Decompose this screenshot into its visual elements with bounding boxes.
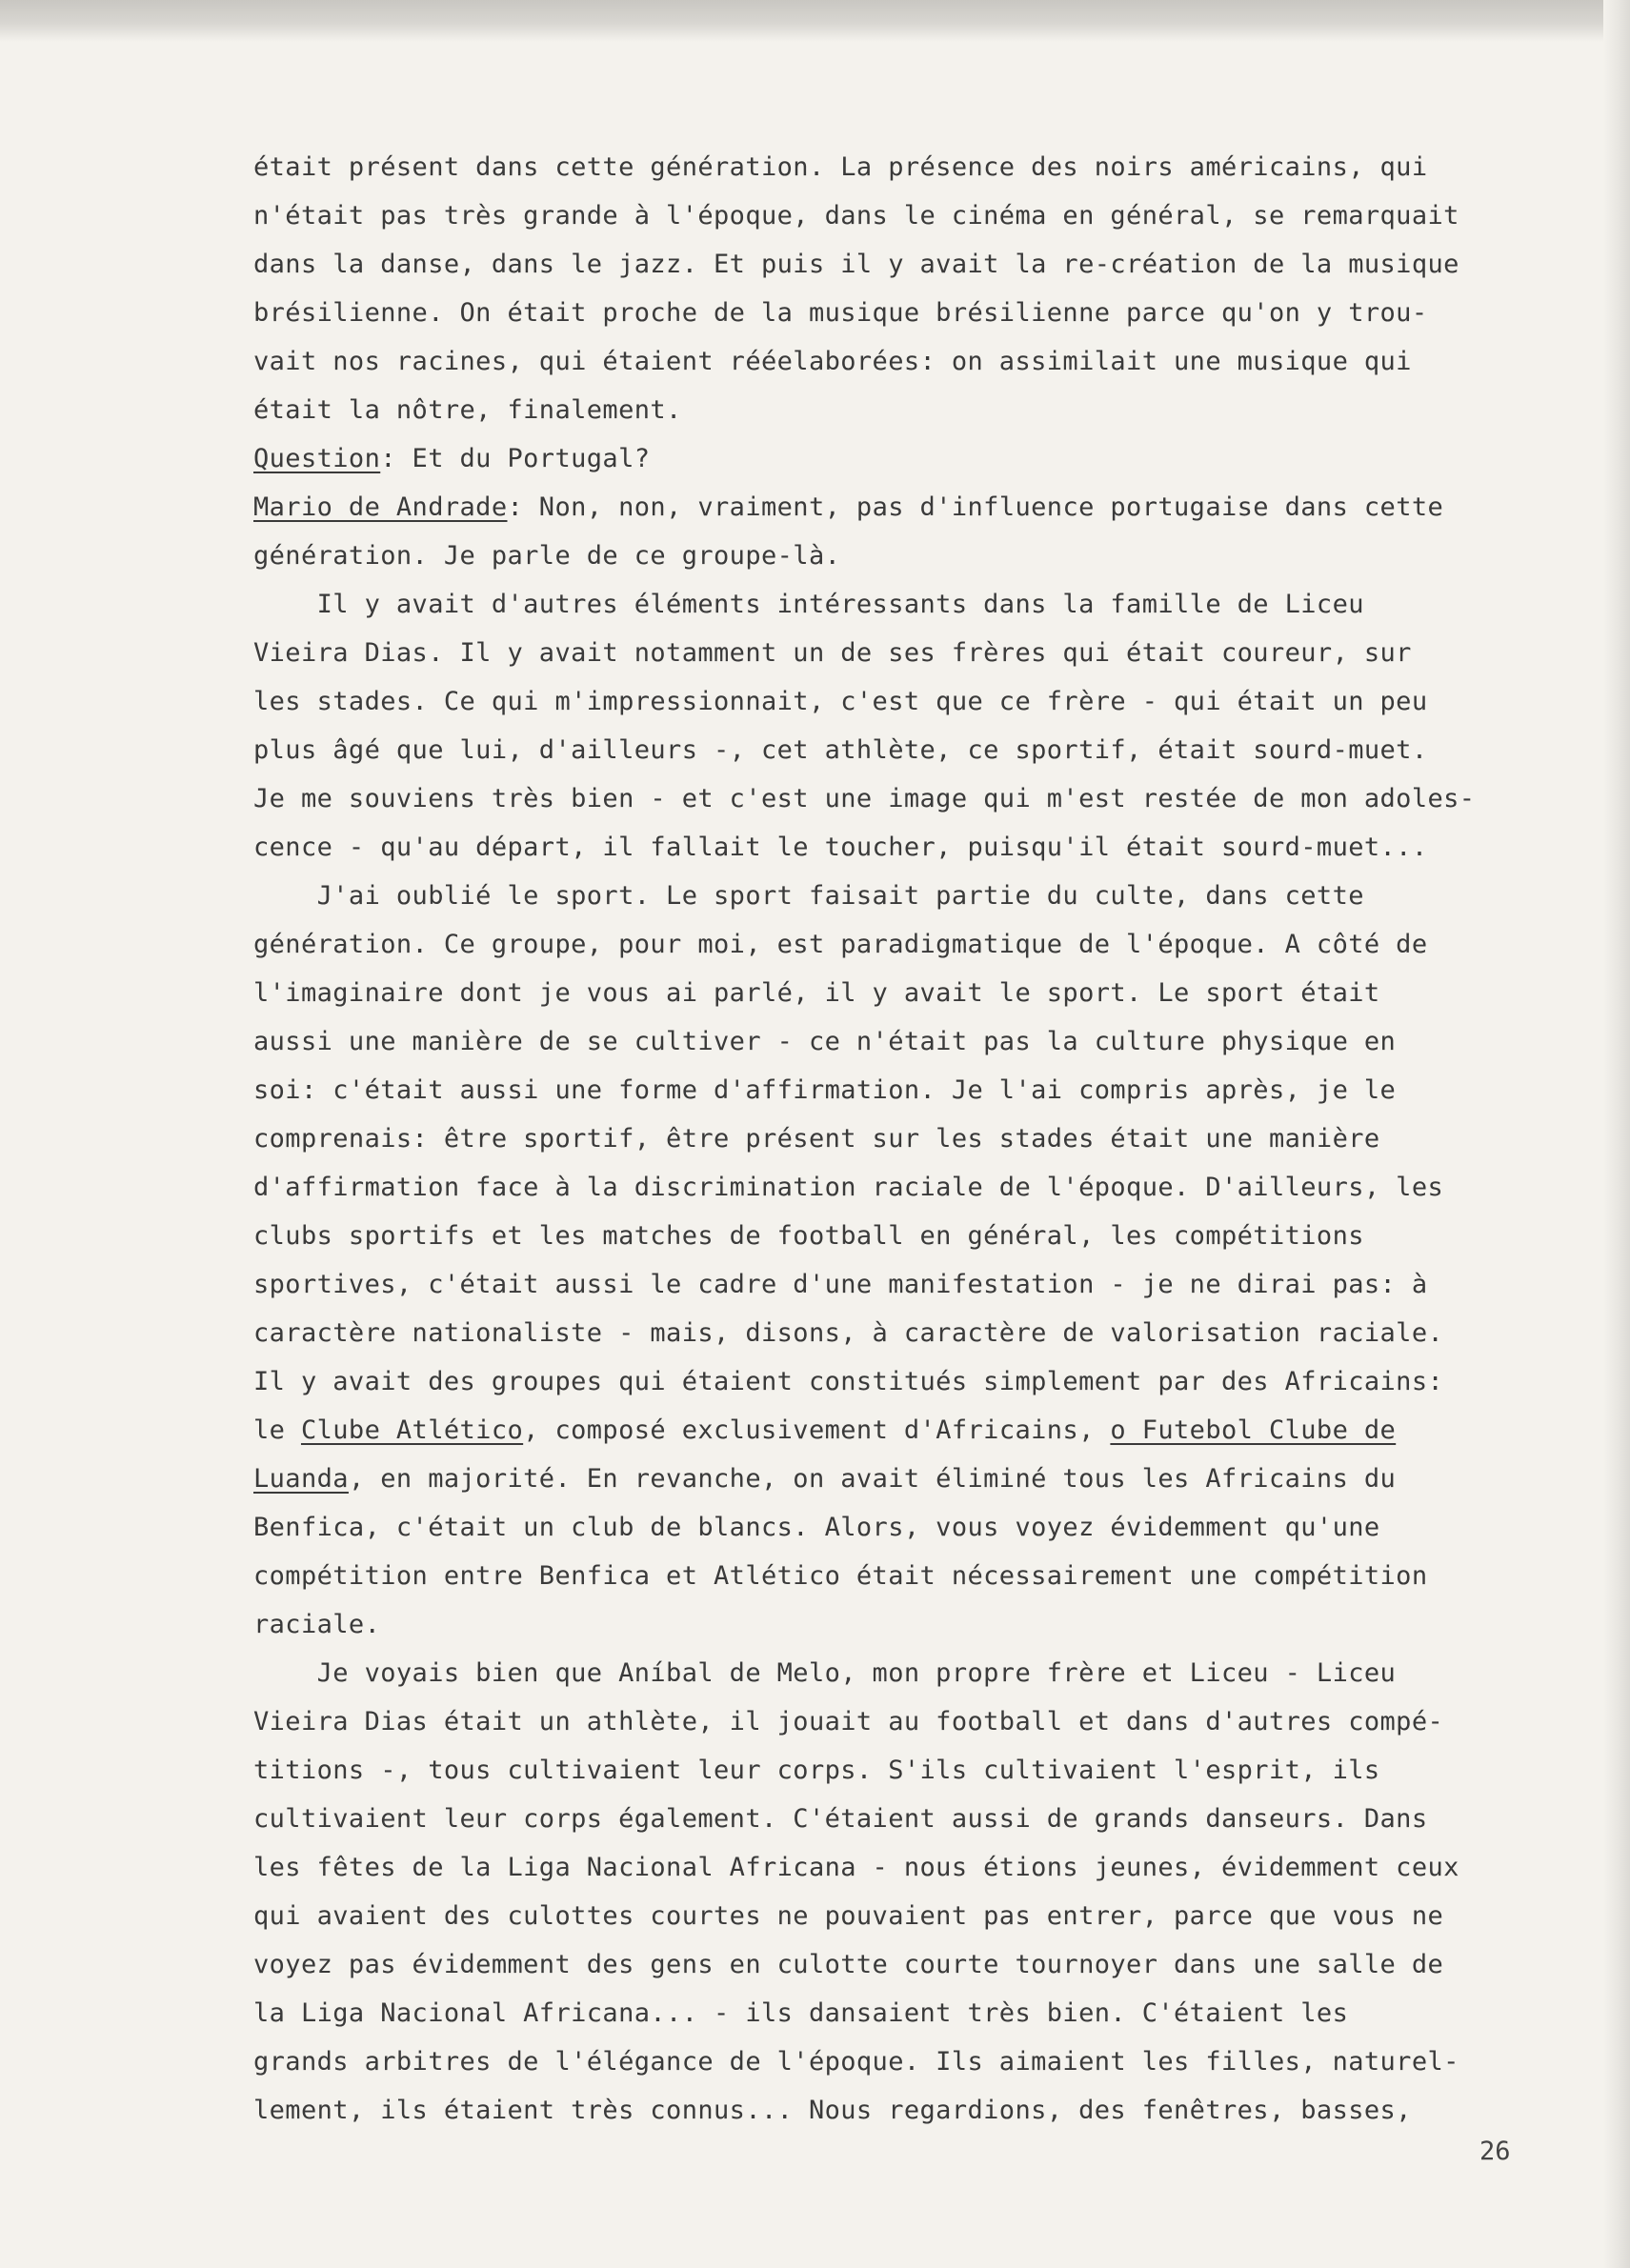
- text-line: Vieira Dias. Il y avait notamment un de ses frères qui était coureur, sur: [253, 638, 1412, 668]
- question-text: : Et du Portugal?: [380, 444, 651, 473]
- text-line: plus âgé que lui, d'ailleurs -, cet athlète, ce sportif, était sourd-muet.: [253, 735, 1428, 765]
- text-line: vait nos racines, qui étaient rééelaborées: on assimilait une musique qui: [253, 347, 1412, 376]
- text-line: les fêtes de la Liga Nacional Africana - nous étions jeunes, évidemment ceux: [253, 1853, 1459, 1882]
- text-line: la Liga Nacional Africana... - ils dansaient très bien. C'étaient les: [253, 1998, 1349, 2028]
- question-speaker: Question: [253, 444, 381, 473]
- text-line: grands arbitres de l'élégance de l'époque. Ils aimaient les filles, naturel-: [253, 2047, 1459, 2077]
- text-line: voyez pas évidemment des gens en culotte courte tournoyer dans une salle de: [253, 1950, 1444, 1979]
- question-line: [253, 434, 1530, 483]
- text-line: titions -, tous cultivaient leur corps. S'ils cultivaient l'esprit, ils: [253, 1756, 1380, 1785]
- text-line: clubs sportifs et les matches de football en général, les compétitions: [253, 1221, 1364, 1251]
- text-line: d'affirmation face à la discrimination raciale de l'époque. D'ailleurs, les: [253, 1173, 1444, 1202]
- page-body-text: [253, 143, 1530, 2135]
- clubs-middle: , composé exclusivement d'Africains,: [523, 1415, 1111, 1445]
- text-line: Il y avait des groupes qui étaient constitués simplement par des Africains:: [253, 1367, 1444, 1396]
- text-line: cultivaient leur corps également. C'étaient aussi de grands danseurs. Dans: [253, 1804, 1428, 1834]
- text-line: lement, ils étaient très connus... Nous regardions, des fenêtres, basses,: [253, 2096, 1412, 2125]
- text-line: brésilienne. On était proche de la musique brésilienne parce qu'on y trou-: [253, 298, 1428, 328]
- club-futebol-luanda-end: Luanda: [253, 1464, 349, 1494]
- text-line: soi: c'était aussi une forme d'affirmation. Je l'ai compris après, je le: [253, 1075, 1397, 1105]
- text-line: Il y avait d'autres éléments intéressants dans la famille de Liceu: [253, 590, 1364, 619]
- text-line: n'était pas très grande à l'époque, dans le cinéma en général, se remarquait: [253, 201, 1459, 231]
- text-line: dans la danse, dans le jazz. Et puis il y avait la re-création de la musique: [253, 250, 1459, 279]
- text-line: caractère nationaliste - mais, disons, à caractère de valorisation raciale.: [253, 1318, 1444, 1348]
- text-line: Je voyais bien que Aníbal de Melo, mon propre frère et Liceu - Liceu: [253, 1658, 1397, 1688]
- text-line: l'imaginaire dont je vous ai parlé, il y avait le sport. Le sport était: [253, 978, 1380, 1008]
- clubs-line: [253, 1406, 1530, 1455]
- page-number: 26: [1479, 2137, 1511, 2166]
- text-line: génération. Je parle de ce groupe-là.: [253, 541, 841, 571]
- club-atletico: Clube Atlético: [300, 1415, 524, 1445]
- text-line: était la nôtre, finalement.: [253, 395, 682, 425]
- text-line: J'ai oublié le sport. Le sport faisait partie du culte, dans cette: [253, 881, 1364, 911]
- clubs-rest: , en majorité. En revanche, on avait éliminé tous les Africains du: [348, 1464, 1397, 1494]
- scan-top-edge: [0, 0, 1630, 42]
- text-line: Je me souviens très bien - et c'est une image qui m'est restée de mon adoles-: [253, 784, 1476, 813]
- text-line: sportives, c'était aussi le cadre d'une manifestation - je ne dirai pas: à: [253, 1270, 1428, 1299]
- answer-text: : Non, non, vraiment, pas d'influence portugaise dans cette: [507, 492, 1444, 522]
- text-line: comprenais: être sportif, être présent sur les stades était une manière: [253, 1124, 1380, 1154]
- clubs-line-2: [253, 1455, 1530, 1503]
- text-line: raciale.: [253, 1610, 381, 1639]
- text-line: génération. Ce groupe, pour moi, est paradigmatique de l'époque. A côté de: [253, 930, 1428, 959]
- text-line: était présent dans cette génération. La présence des noirs américains, qui: [253, 152, 1428, 182]
- text-line: les stades. Ce qui m'impressionnait, c'est que ce frère - qui était un peu: [253, 687, 1428, 716]
- text-line: cence - qu'au départ, il fallait le toucher, puisqu'il était sourd-muet...: [253, 833, 1428, 862]
- text-line: aussi une manière de se cultiver - ce n'était pas la culture physique en: [253, 1027, 1397, 1056]
- club-futebol-luanda: o Futebol Clube de: [1110, 1415, 1397, 1445]
- text-line: Vieira Dias était un athlète, il jouait au football et dans d'autres compé-: [253, 1707, 1444, 1736]
- answer-speaker: Mario de Andrade: [253, 492, 508, 522]
- clubs-prefix: le: [253, 1415, 301, 1445]
- answer-line: [253, 483, 1530, 532]
- scan-right-edge: [1603, 0, 1630, 2268]
- text-line: qui avaient des culottes courtes ne pouvaient pas entrer, parce que vous ne: [253, 1901, 1444, 1931]
- text-line: compétition entre Benfica et Atlético était nécessairement une compétition: [253, 1561, 1428, 1591]
- text-line: Benfica, c'était un club de blancs. Alors, vous voyez évidemment qu'une: [253, 1513, 1380, 1542]
